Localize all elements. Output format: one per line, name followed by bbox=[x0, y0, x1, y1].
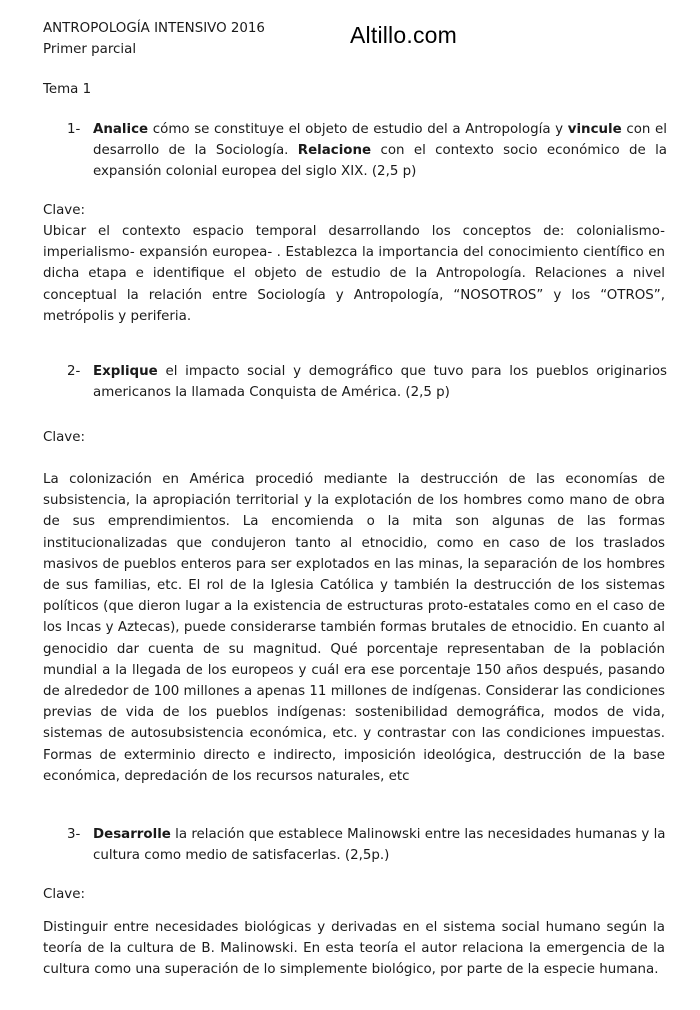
topic-heading: Tema 1 bbox=[43, 82, 92, 97]
question-segment: el impacto social y demográfico que tuvo para los pueblos originarios americanos la llamada Conquista de América. (2,5 p) bbox=[93, 364, 667, 401]
question-verb: Explique bbox=[93, 364, 158, 379]
question-verb: Desarrolle bbox=[93, 827, 171, 842]
answer-key-text: Distinguir entre necesidades biológicas y derivadas en el sistema social humano según la teoría de la cultura de B. Malinowski. En esta teoría el autor relaciona la emergencia de la cultura como una superación de lo simplemente biológico, por parte de la especie humana. bbox=[43, 920, 665, 978]
question-segment: con el desarrollo de la Sociología. bbox=[93, 122, 667, 159]
question-text bbox=[93, 119, 667, 183]
answer-key-label: Clave: bbox=[43, 430, 85, 445]
question-1 bbox=[67, 119, 667, 183]
site-watermark: Altillo.com bbox=[350, 22, 458, 48]
question-verb: Relacione bbox=[297, 143, 372, 159]
question-text bbox=[93, 361, 667, 403]
question-segment: con el contexto socio económico de la expansión colonial europea del siglo XIX. (2,5 p) bbox=[93, 143, 667, 180]
question-segment: la relación que establece Malinowski entre las necesidades humanas y la cultura como medio de satisfacerlas. (2,5p.) bbox=[93, 827, 666, 864]
exam-subtitle: Primer parcial bbox=[43, 42, 137, 57]
answer-key-text: La colonización en América procedió mediante la destrucción de las economías de subsistencia, la apropiación territorial y la explotación de los hombres como mano de obra de sus emprendimientos. La encomienda o la mita son algunas de las formas institucionalizadas que condujeron tanto al etnocidio, como en caso de los traslados masivos de pueblos enteros para ser explotados en las minas, la separación de los hombres de sus familias, etc. El rol de la Iglesia Católica y también la destrucción de los sistemas políticos (que dieron lugar a la existencia de estructuras proto-estatales como en el caso de los Incas y Aztecas), puede considerarse también formas brutales de etnocidio. En cuanto al genocidio dar cuenta de su magnitud. Qué porcentaje representaban de la población mundial a la llegada de los europeos y cuál era ese porcentaje 150 años después, pasando de alrededor de 100 millones a apenas 11 millones de indígenas. Considerar las condiciones previas de vida de los pueblos indígenas: sostenibilidad demográfica, modos de vida, sistemas de autosubsistencia económica, etc. y contrastar con las condiciones impuestas. Formas de exterminio directo e indirecto, imposición ideológica, destrucción de la base económica, depredación de los recursos naturales, etc bbox=[43, 472, 665, 784]
answer-key-label: Clave: bbox=[43, 203, 85, 218]
document-header bbox=[43, 18, 265, 60]
question-text bbox=[93, 824, 667, 866]
question-verb: Analice bbox=[93, 122, 149, 137]
question-number: 2- bbox=[67, 364, 81, 379]
answer-key-label: Clave: bbox=[43, 887, 85, 902]
course-title: ANTROPOLOGÍA INTENSIVO 2016 bbox=[43, 21, 265, 36]
question-3 bbox=[67, 824, 667, 866]
question-verb: vincule bbox=[567, 122, 622, 137]
question-number: 1- bbox=[67, 122, 81, 137]
question-number: 3- bbox=[67, 827, 81, 842]
answer-key-text: Ubicar el contexto espacio temporal desarrollando los conceptos de: colonialismo-imperialismo- expansión europea- . Establezca la importancia del conocimiento científico en dicha etapa e identifique el objeto de estudio de la Antropología. Relaciones a nivel conceptual la relación entre Sociología y Antropología, “NOSOTROS” y los “OTROS”, metrópolis y periferia. bbox=[43, 224, 665, 324]
question-2 bbox=[67, 361, 667, 403]
question-segment: cómo se constituye el objeto de estudio del a Antropología y bbox=[148, 122, 568, 137]
